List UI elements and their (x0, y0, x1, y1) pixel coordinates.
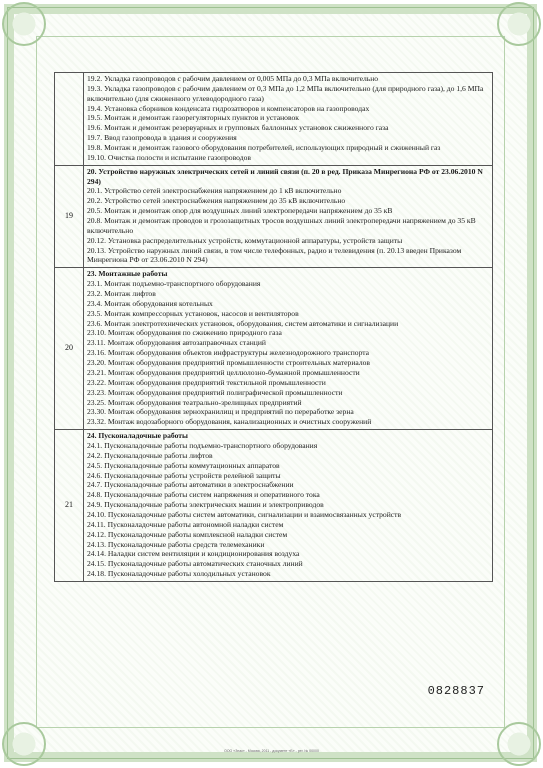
work-item: 23.2. Монтаж лифтов (87, 289, 156, 299)
table-row (55, 268, 493, 430)
work-item: 23.30. Монтаж оборудования зернохранилищ и предприятий по переработке зерна (87, 407, 354, 417)
work-item: 23.22. Монтаж оборудования предприятий текстильной промышленности (87, 377, 326, 387)
table-row (55, 165, 493, 268)
work-item: 24.15. Пусконаладочные работы автоматических станочных линий (87, 559, 303, 569)
row-number (55, 73, 84, 166)
work-item: 24.12. Пусконаладочные работы комплексной наладки систем (87, 529, 288, 539)
work-item: 24.5. Пусконаладочные работы коммутационных аппаратов (87, 460, 280, 470)
work-item: 20.5. Монтаж и демонтаж опор для воздушных линий электропередачи напряжением до 35 кВ (87, 206, 393, 216)
work-item: 19.2. Укладка газопроводов с рабочим давлением от 0,005 МПа до 0,3 МПа включительно (87, 74, 379, 83)
work-item: 23.16. Монтаж оборудования объектов инфраструктуры железнодорожного транспорта (87, 348, 370, 358)
corner-ornament (497, 2, 541, 46)
work-item: 19.3. Укладка газопроводов с рабочим давлением от 0,3 МПа до 1,2 МПа включительно (для природного газа), до 1,6 МПа включительно (для сжиженного углеводородного газа) (87, 83, 484, 103)
work-item: 23.6. Монтаж электротехнических установок, оборудования, систем автоматики и сигнализации (87, 318, 399, 328)
work-item: 20.13. Устройство наружных линий связи, в том числе телефонных, радио и телевидения (п. 20.13 введен Приказом Минрегиона РФ от 23.06.2010 N 294) (87, 245, 462, 265)
work-item: 20.1. Устройство сетей электроснабжения напряжением до 1 кВ включительно (87, 186, 342, 196)
corner-ornament (2, 2, 46, 46)
work-item: 23.21. Монтаж оборудования предприятий целлюлозно-бумажной промышленности (87, 367, 360, 377)
work-item: 24.7. Пусконаладочные работы автоматики в электроснабжении (87, 480, 294, 490)
row-content (84, 268, 493, 430)
work-item: 24.8. Пусконаладочные работы систем напряжения и оперативного тока (87, 490, 320, 500)
section-title: 24. Пусконаладочные работы (87, 431, 188, 441)
work-item: 23.23. Монтаж оборудования предприятий полиграфической промышленности (87, 387, 343, 397)
work-item: 24.18. Пусконаладочные работы холодильных установок (87, 569, 271, 579)
work-item: 24.11. Пусконаладочные работы автономной наладки систем (87, 519, 284, 529)
work-item: 23.32. Монтаж водозаборного оборудования, канализационных и очистных сооружений (87, 417, 372, 427)
work-item: 24.1. Пусконаладочные работы подъемно-транспортного оборудования (87, 440, 318, 450)
row-content (84, 430, 493, 582)
work-item: 19.7. Ввод газопровода в здания и сооружения (87, 133, 237, 143)
permit-works-table (54, 72, 493, 582)
work-item: 24.6. Пусконаладочные работы устройств релейной защиты (87, 470, 281, 480)
corner-ornament (497, 722, 541, 766)
section-title: 20. Устройство наружных электрических сетей и линий связи (п. 20 в ред. Приказа Минрегиона РФ от 23.06.2010 N 294) (87, 166, 483, 186)
work-item: 20.12. Установка распределительных устройств, коммутационной аппаратуры, устройств защиты (87, 235, 403, 245)
work-item: 24.10. Пусконаладочные работы систем автоматики, сигнализации и взаимосвязанных устройств (87, 509, 402, 519)
work-item: 23.4. Монтаж оборудования котельных (87, 298, 213, 308)
row-number: 20 (55, 268, 84, 430)
printer-footer: ООО «Знак» - Москва, 2011 - документ «Б» - рег. № 00000 (224, 749, 319, 753)
work-item: 19.4. Установка сборников конденсата гидрозатворов и компенсаторов на газопроводах (87, 103, 370, 113)
work-item: 20.2. Устройство сетей электроснабжения напряжением до 35 кВ включительно (87, 196, 346, 206)
work-item: 23.5. Монтаж компрессорных установок, насосов и вентиляторов (87, 308, 299, 318)
work-item: 24.2. Пусконаладочные работы лифтов (87, 450, 213, 460)
corner-ornament (2, 722, 46, 766)
work-item: 23.11. Монтаж оборудования автозаправочных станций (87, 338, 266, 348)
row-number: 19 (55, 165, 84, 268)
serial-number: 0828837 (427, 684, 485, 698)
work-item: 19.8. Монтаж и демонтаж газового оборудования потребителей, использующих природный и сжиженный газ (87, 143, 441, 153)
section-title: 23. Монтажные работы (87, 269, 168, 279)
work-item: 19.6. Монтаж и демонтаж резервуарных и групповых баллонных установок сжиженного газа (87, 123, 389, 133)
work-item: 24.13. Пусконаладочные работы средств телемеханики (87, 539, 265, 549)
row-number: 21 (55, 430, 84, 582)
work-item: 20.8. Монтаж и демонтаж проводов и грозозащитных тросов воздушных линий электропередачи напряжением до 35 кВ включительно (87, 216, 476, 235)
work-item: 23.20. Монтаж оборудования предприятий промышленности строительных материалов (87, 358, 371, 368)
work-item: 24.9. Пусконаладочные работы электрических машин и электроприводов (87, 500, 324, 510)
table-row (55, 430, 493, 582)
work-item: 23.10. Монтаж оборудования по сжижению природного газа (87, 328, 282, 338)
work-item: 23.1. Монтаж подъемно-транспортного оборудования (87, 279, 261, 289)
row-content (84, 165, 493, 268)
work-item: 23.25. Монтаж оборудования театрально-зрелищных предприятий (87, 397, 302, 407)
work-item: 24.14. Наладки систем вентиляции и кондиционирования воздуха (87, 549, 300, 559)
row-content (84, 73, 493, 166)
work-item: 19.5. Монтаж и демонтаж газорегуляторных пунктов и установок (87, 113, 299, 123)
work-item: 19.10. Очистка полости и испытание газопроводов (87, 152, 251, 162)
table-row (55, 73, 493, 166)
